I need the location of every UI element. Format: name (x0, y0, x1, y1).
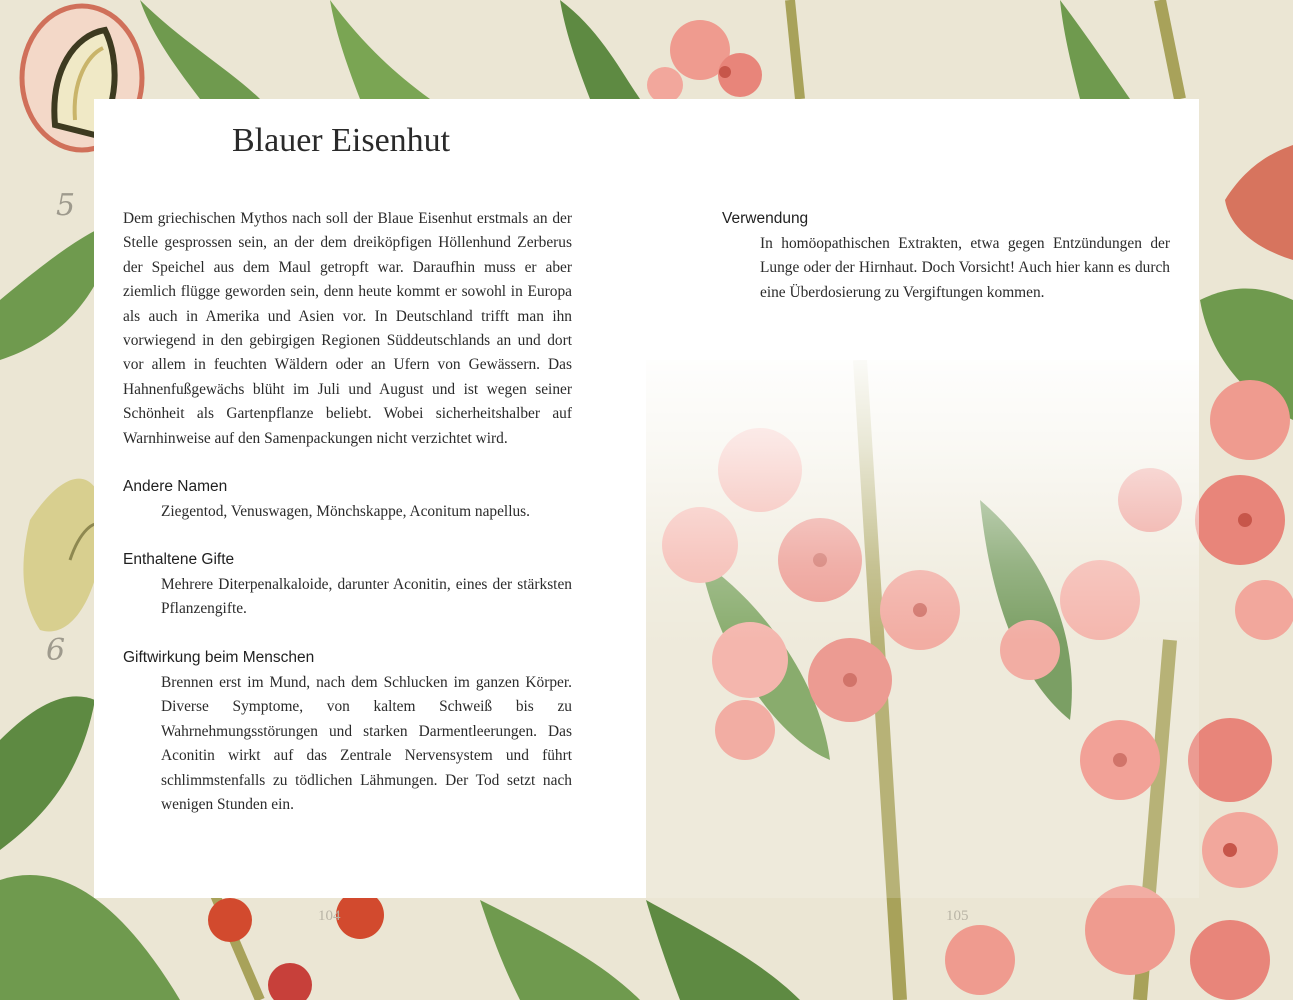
figure-number-5: 5 (56, 188, 76, 223)
text-verwendung: In homöopathischen Extrakten, etwa gegen Entzündungen der Lunge oder der Hirnhaut. Doch Vorsicht! Auch hier kann es durch eine Überdosierung zu Vergiftungen kommen. (760, 235, 1170, 301)
page-title: Blauer Eisenhut (232, 122, 451, 159)
heading-andere-namen: Andere Namen (123, 478, 228, 495)
heading-enthaltene-gifte: Enthaltene Gifte (123, 551, 235, 568)
right-page-veil (646, 640, 1199, 898)
text-andere-namen: Ziegentod, Venuswagen, Mönchskappe, Aconitum napellus. (161, 503, 531, 520)
intro-paragraph: Dem griechischen Mythos nach soll der Blaue Eisenhut erstmals an der Stelle gesprossen sein, an der dem dreiköpfigen Höllenhund Zerberus der Speichel aus dem Maul getropft war. Daraufhin muss er aber ziemlich flügge geworden sein, denn heute kommt er sowohl in Europa als auch in Amerika und Asien vor. In Deutschland trifft man ihn vorwiegend in den gebirgigen Regionen Süddeutschlands an und dort vor allem in feuchten Wäldern oder an Ufern von Gewässern. Das Hahnenfußgewächs blüht im Juli und August und ist wegen seiner Schönheit als Gartenpflanze beliebt. Wobei sicherheitshalber auf Warnhinweise auf den Samenpackungen nicht verzichtet wird. (123, 210, 572, 447)
page-number-left: 104 (318, 908, 341, 924)
text-enthaltene-gifte: Mehrere Diterpenalkaloide, darunter Aconitin, eines der stärksten Pflanzengifte. (161, 576, 572, 618)
page-number-right: 105 (946, 908, 969, 924)
figure-number-6: 6 (46, 633, 66, 668)
heading-giftwirkung: Giftwirkung beim Menschen (123, 649, 315, 666)
text-giftwirkung: Brennen erst im Mund, nach dem Schlucken im ganzen Körper. Diverse Symptome, von kaltem Schweiß bis zu Wahrnehmungsstörungen und starken Darmentleerungen. Das Aconitin wirkt auf das Zentrale Nervensystem und führt schlimmstenfalls zu tödlichen Lähmungen. Der Tod setzt nach wenigen Stunden ein. (161, 674, 572, 814)
heading-verwendung: Verwendung (722, 210, 809, 227)
right-page-panel (646, 99, 1199, 360)
right-page-fade (646, 340, 1199, 640)
